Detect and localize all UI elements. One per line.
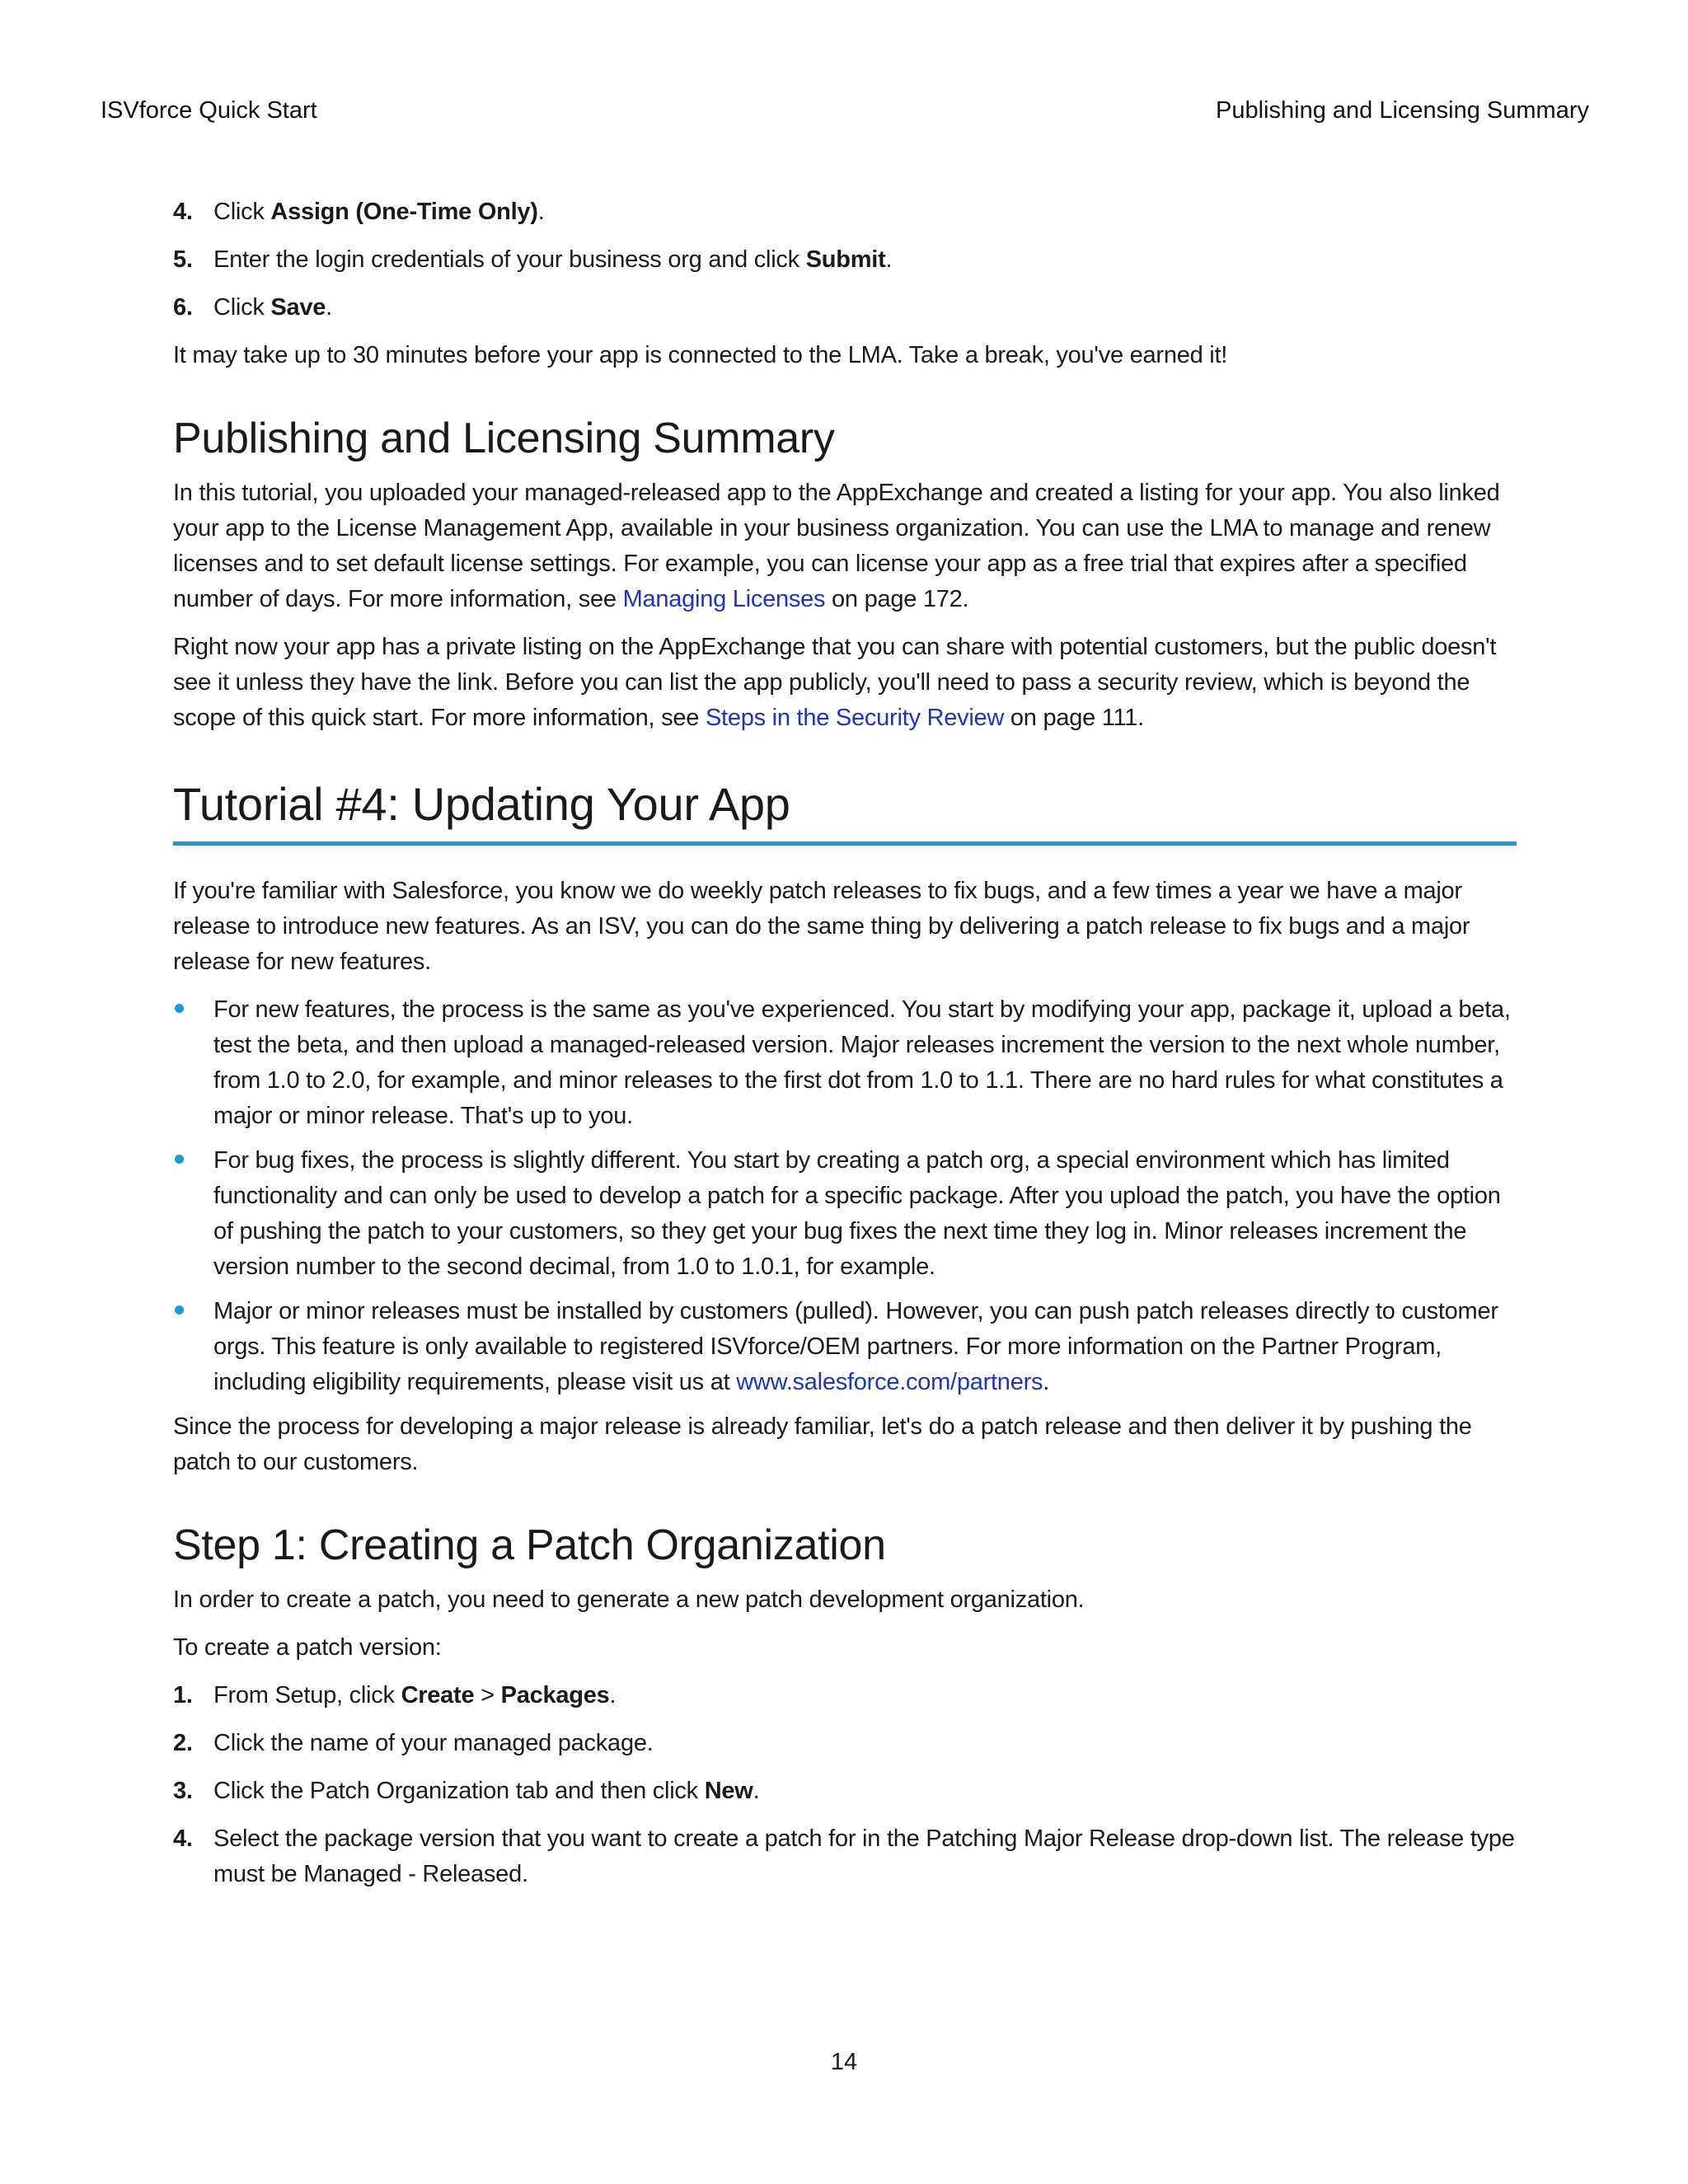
managing-licenses-link[interactable]: Managing Licenses <box>622 586 826 612</box>
bullet-icon <box>175 1155 184 1164</box>
list-item: 5. Enter the login credentials of your business org and click Submit. <box>173 242 1517 278</box>
step-number: 4. <box>173 199 193 225</box>
list-item: 1. From Setup, click Create > Packages. <box>173 1678 1517 1713</box>
ui-label: New <box>704 1778 753 1804</box>
bullet-icon <box>175 1305 184 1315</box>
page-header <box>101 97 1589 134</box>
ui-label: Packages <box>500 1682 610 1708</box>
step-number: 1. <box>173 1682 193 1708</box>
top-note: It may take up to 30 minutes before your app is connected to the LMA. Take a break, you've earned it! <box>173 342 1228 368</box>
top-steps-list <box>173 194 1517 326</box>
tutorial-intro: If you're familiar with Salesforce, you know we do weekly patch releases to fix bugs, and a few times a year we have a major release to introduce new features. As an ISV, you can do the same thing by delivering a patch release to fix bugs and a major release for new features. <box>173 878 1470 975</box>
step1-heading: Step 1: Creating a Patch Organization <box>173 1521 886 1569</box>
step1-paragraph-1: In order to create a patch, you need to generate a new patch development organization. <box>173 1586 1085 1613</box>
partners-link[interactable]: www.salesforce.com/partners <box>736 1369 1043 1395</box>
ui-label: Submit <box>805 246 886 273</box>
step-number: 3. <box>173 1778 193 1804</box>
summary-heading: Publishing and Licensing Summary <box>173 415 835 462</box>
list-item: 4. Select the package version that you want to create a patch for in the Patching Major Release drop-down list. The release type must be Managed - Released. <box>173 1821 1517 1892</box>
list-item: 6. Click Save. <box>173 290 1517 326</box>
page-content <box>173 194 1517 1905</box>
bullet-icon <box>175 1004 184 1013</box>
step-number: 6. <box>173 294 193 321</box>
ui-label: Create <box>401 1682 475 1708</box>
tutorial-closing: Since the process for developing a major release is already familiar, let's do a patch release and then deliver it by pushing the patch to our customers. <box>173 1413 1472 1475</box>
list-item: 4. Click Assign (One-Time Only). <box>173 194 1517 230</box>
summary-paragraph-1: In this tutorial, you uploaded your managed-released app to the AppExchange and created a listing for your app. You also linked your app to the License Management App, available in your business organization. You can use the LMA to manage and renew licenses and to set default license settings. For example, you can license your app as a free trial that expires after a specified number of days. For more information, see Managing Licenses on page 172. <box>173 480 1500 612</box>
list-item: Major or minor releases must be installed by customers (pulled). However, you can push patch releases directly to customer orgs. This feature is only available to registered ISVforce/OEM partners. For more information on the Partner Program, including eligibility requirements, please visit us at www.salesforce.com/partners. <box>173 1294 1517 1400</box>
page-number: 14 <box>830 2049 858 2075</box>
tutorial-heading: Tutorial #4: Updating Your App <box>173 776 1517 846</box>
security-review-link[interactable]: Steps in the Security Review <box>705 705 1005 731</box>
list-item: For new features, the process is the same as you've experienced. You start by modifying your app, package it, upload a beta, test the beta, and then upload a managed-released version. Major releases increment the version to the next whole number, from 1.0 to 2.0, for example, and minor releases to the first dot from 1.0 to 1.1. There are no hard rules for what constitutes a major or minor release. That's up to you. <box>173 992 1517 1134</box>
header-section-title: Publishing and Licensing Summary <box>1216 97 1589 124</box>
step-number: 5. <box>173 246 193 273</box>
tutorial-bullets <box>173 992 1517 1400</box>
header-doc-title: ISVforce Quick Start <box>101 97 317 124</box>
ui-label: Save <box>270 294 326 321</box>
step-number: 4. <box>173 1825 193 1852</box>
list-item: For bug fixes, the process is slightly different. You start by creating a patch org, a special environment which has limited functionality and can only be used to develop a patch for a specific package. After you upload the patch, you have the option of pushing the patch to your customers, so they get your bug fixes the next time they log in. Minor releases increment the version number to the second decimal, from 1.0 to 1.0.1, for example. <box>173 1143 1517 1285</box>
step1-list <box>173 1678 1517 1892</box>
step1-paragraph-2: To create a patch version: <box>173 1634 442 1661</box>
step-number: 2. <box>173 1730 193 1756</box>
list-item: 3. Click the Patch Organization tab and then click New. <box>173 1774 1517 1809</box>
summary-paragraph-2: Right now your app has a private listing on the AppExchange that you can share with potential customers, but the public doesn't see it unless they have the link. Before you can list the app publicly, you'll need to pass a security review, which is beyond the scope of this quick start. For more information, see Steps in the Security Review on page 111. <box>173 634 1497 731</box>
list-item: 2. Click the name of your managed package. <box>173 1726 1517 1761</box>
ui-label: Assign (One-Time Only) <box>270 199 538 225</box>
